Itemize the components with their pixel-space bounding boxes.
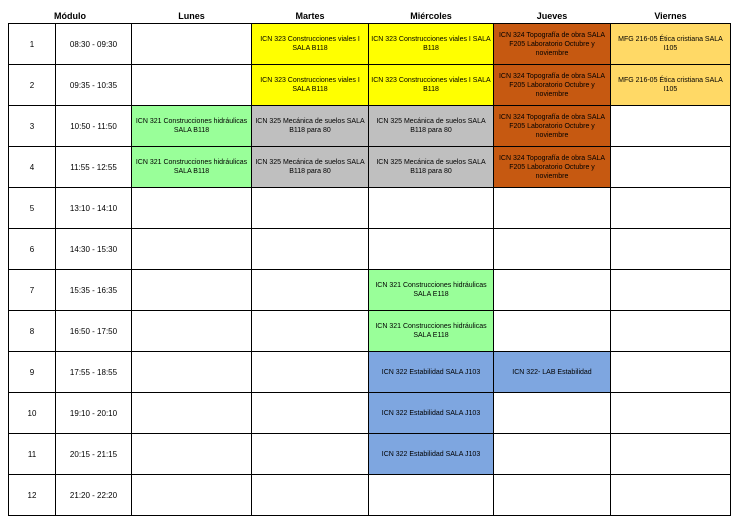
cell-jueves — [494, 311, 611, 352]
cell-jueves — [494, 434, 611, 475]
header-modulo: Módulo — [9, 8, 132, 24]
module-number: 9 — [9, 352, 56, 393]
schedule-table — [8, 8, 731, 516]
schedule-row — [9, 65, 731, 106]
cell-miercoles: ICN 321 Construcciones hidráulicas SALA E118 — [369, 311, 494, 352]
schedule-row — [9, 188, 731, 229]
header-row — [9, 8, 731, 24]
cell-miercoles — [369, 188, 494, 229]
cell-martes — [252, 229, 369, 270]
cell-miercoles: ICN 323 Construcciones viales I SALA B118 — [369, 65, 494, 106]
cell-martes — [252, 434, 369, 475]
schedule-row — [9, 106, 731, 147]
module-time: 19:10 - 20:10 — [56, 393, 132, 434]
cell-viernes — [611, 434, 731, 475]
cell-lunes — [132, 434, 252, 475]
module-time: 16:50 - 17:50 — [56, 311, 132, 352]
cell-martes — [252, 475, 369, 516]
module-number: 12 — [9, 475, 56, 516]
schedule-container — [8, 8, 731, 516]
cell-jueves — [494, 475, 611, 516]
header-miercoles: Miércoles — [369, 8, 494, 24]
cell-jueves: ICN 324 Topografía de obra SALA F205 Laboratorio Octubre y noviembre — [494, 106, 611, 147]
module-number: 7 — [9, 270, 56, 311]
module-time: 10:50 - 11:50 — [56, 106, 132, 147]
module-number: 10 — [9, 393, 56, 434]
cell-miercoles: ICN 325 Mecánica de suelos SALA B118 para 80 — [369, 147, 494, 188]
schedule-row — [9, 434, 731, 475]
cell-lunes — [132, 352, 252, 393]
header-viernes: Viernes — [611, 8, 731, 24]
cell-lunes — [132, 188, 252, 229]
module-time: 21:20 - 22:20 — [56, 475, 132, 516]
module-number: 8 — [9, 311, 56, 352]
cell-miercoles: ICN 321 Construcciones hidráulicas SALA E118 — [369, 270, 494, 311]
cell-martes — [252, 188, 369, 229]
schedule-row — [9, 352, 731, 393]
cell-viernes — [611, 147, 731, 188]
header-jueves: Jueves — [494, 8, 611, 24]
schedule-row — [9, 393, 731, 434]
cell-viernes: MFG 216-05 Ética cristiana SALA I105 — [611, 65, 731, 106]
cell-miercoles: ICN 325 Mecánica de suelos SALA B118 para 80 — [369, 106, 494, 147]
cell-jueves: ICN 324 Topografía de obra SALA F205 Laboratorio Octubre y noviembre — [494, 65, 611, 106]
cell-viernes — [611, 311, 731, 352]
cell-martes — [252, 393, 369, 434]
cell-lunes — [132, 311, 252, 352]
cell-miercoles: ICN 323 Construcciones viales I SALA B118 — [369, 24, 494, 65]
cell-lunes: ICN 321 Construcciones hidráulicas SALA B118 — [132, 106, 252, 147]
header-lunes: Lunes — [132, 8, 252, 24]
cell-jueves — [494, 188, 611, 229]
cell-viernes — [611, 106, 731, 147]
module-time: 15:35 - 16:35 — [56, 270, 132, 311]
module-number: 3 — [9, 106, 56, 147]
module-number: 4 — [9, 147, 56, 188]
schedule-row — [9, 24, 731, 65]
cell-viernes — [611, 475, 731, 516]
schedule-row — [9, 311, 731, 352]
cell-martes: ICN 325 Mecánica de suelos SALA B118 para 80 — [252, 147, 369, 188]
cell-miercoles: ICN 322 Estabilidad SALA J103 — [369, 393, 494, 434]
cell-jueves — [494, 270, 611, 311]
module-number: 5 — [9, 188, 56, 229]
cell-martes — [252, 311, 369, 352]
cell-viernes — [611, 188, 731, 229]
cell-jueves: ICN 322- LAB Estabilidad — [494, 352, 611, 393]
cell-lunes — [132, 65, 252, 106]
cell-viernes: MFG 216-05 Ética cristiana SALA I105 — [611, 24, 731, 65]
module-time: 08:30 - 09:30 — [56, 24, 132, 65]
module-number: 1 — [9, 24, 56, 65]
cell-martes — [252, 352, 369, 393]
schedule-row — [9, 270, 731, 311]
cell-jueves: ICN 324 Topografía de obra SALA F205 Laboratorio Octubre y noviembre — [494, 24, 611, 65]
module-time: 20:15 - 21:15 — [56, 434, 132, 475]
cell-miercoles — [369, 475, 494, 516]
cell-viernes — [611, 352, 731, 393]
cell-martes — [252, 270, 369, 311]
module-time: 17:55 - 18:55 — [56, 352, 132, 393]
schedule-row — [9, 147, 731, 188]
cell-martes: ICN 323 Construcciones viales I SALA B118 — [252, 24, 369, 65]
cell-viernes — [611, 229, 731, 270]
cell-lunes: ICN 321 Construcciones hidráulicas SALA B118 — [132, 147, 252, 188]
cell-jueves — [494, 229, 611, 270]
module-time: 11:55 - 12:55 — [56, 147, 132, 188]
module-time: 13:10 - 14:10 — [56, 188, 132, 229]
cell-viernes — [611, 270, 731, 311]
cell-lunes — [132, 229, 252, 270]
cell-jueves — [494, 393, 611, 434]
cell-viernes — [611, 393, 731, 434]
cell-miercoles: ICN 322 Estabilidad SALA J103 — [369, 352, 494, 393]
module-number: 11 — [9, 434, 56, 475]
cell-lunes — [132, 270, 252, 311]
module-time: 14:30 - 15:30 — [56, 229, 132, 270]
header-martes: Martes — [252, 8, 369, 24]
module-number: 2 — [9, 65, 56, 106]
cell-miercoles: ICN 322 Estabilidad SALA J103 — [369, 434, 494, 475]
cell-lunes — [132, 475, 252, 516]
cell-lunes — [132, 24, 252, 65]
module-time: 09:35 - 10:35 — [56, 65, 132, 106]
schedule-row — [9, 229, 731, 270]
cell-martes: ICN 325 Mecánica de suelos SALA B118 para 80 — [252, 106, 369, 147]
cell-jueves: ICN 324 Topografía de obra SALA F205 Laboratorio Octubre y noviembre — [494, 147, 611, 188]
cell-martes: ICN 323 Construcciones viales I SALA B118 — [252, 65, 369, 106]
cell-lunes — [132, 393, 252, 434]
schedule-row — [9, 475, 731, 516]
module-number: 6 — [9, 229, 56, 270]
cell-miercoles — [369, 229, 494, 270]
